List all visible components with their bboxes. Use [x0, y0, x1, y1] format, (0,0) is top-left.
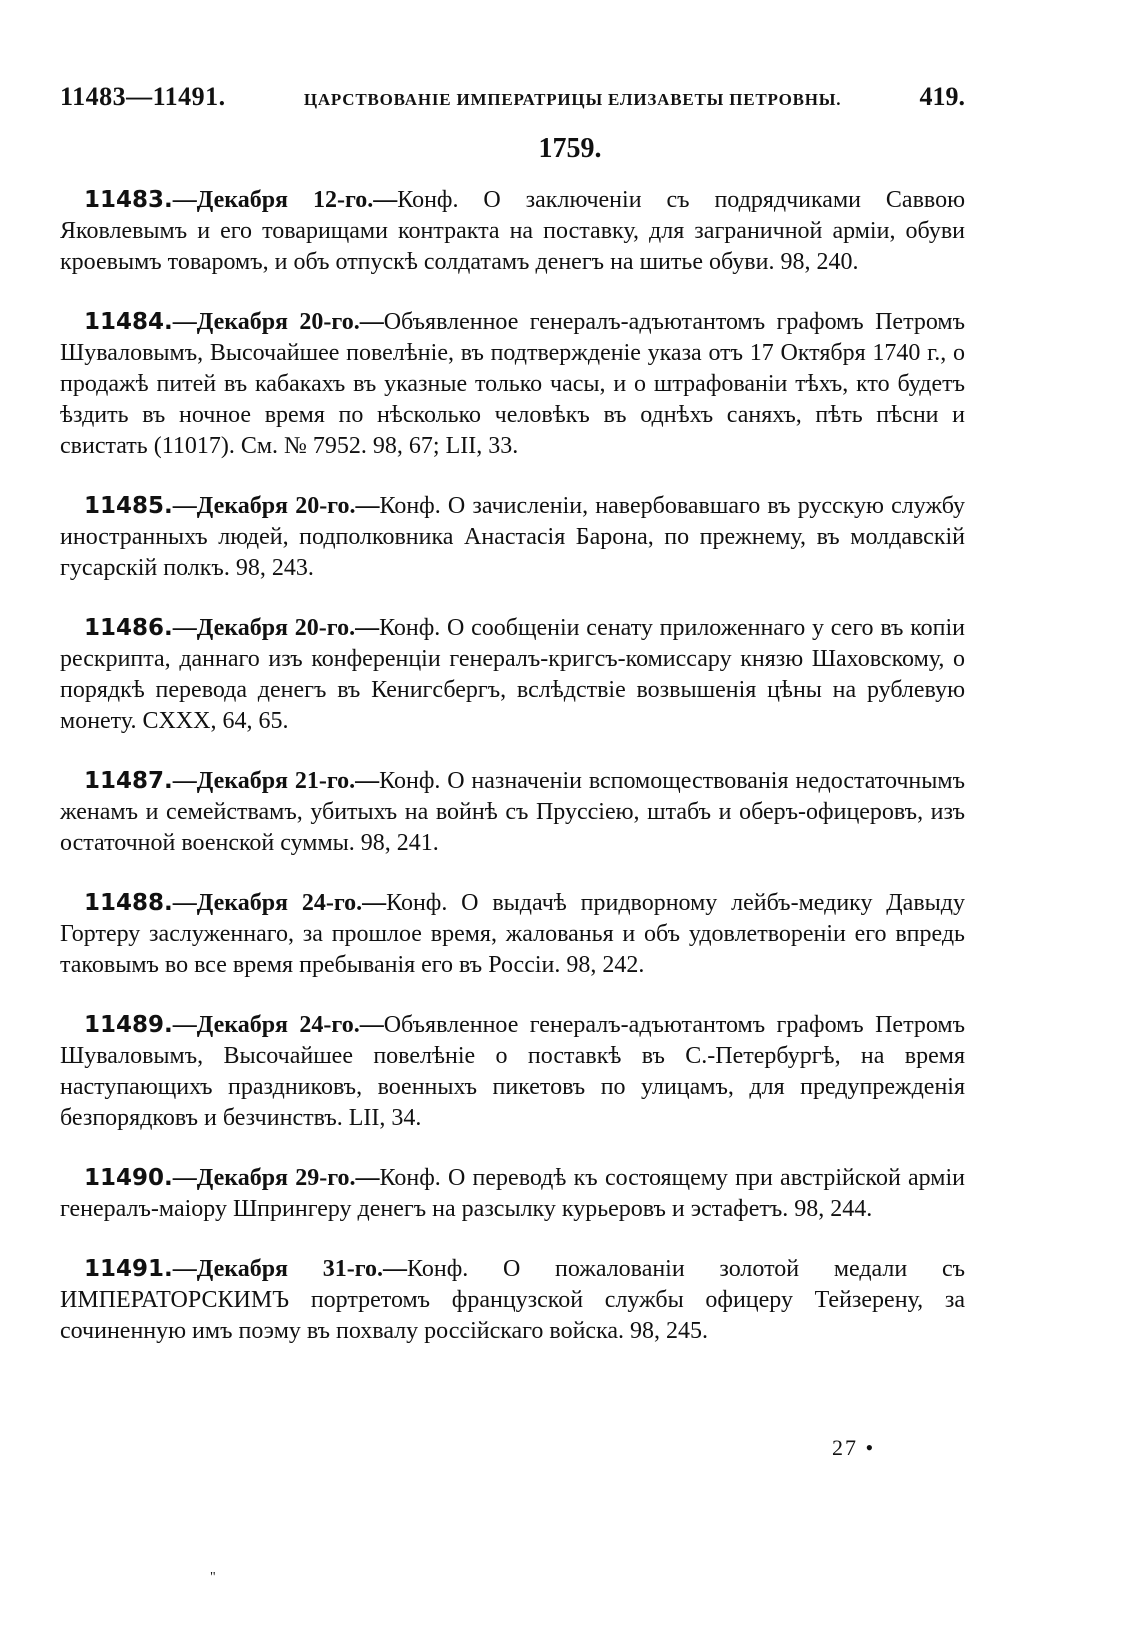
entry-text: О зачисленіи, навербовавшаго въ русскую службу иностранныхъ людей, подполковника Анастасія Барона, по прежнему, въ молдавскій гусарскій полкъ. 98, 243.	[60, 493, 966, 581]
entries-list	[60, 185, 965, 1376]
entry-text: Объявленное генералъ-адъютантомъ графомъ Петромъ Шуваловымъ, Высочайшее повелѣніе о поставкѣ въ С.-Петербургѣ, на время наступающихъ праздниковъ, военныхъ пикетовъ по улицамъ, для предупрежденія безпорядковъ и безчинствъ. LII, 34.	[60, 1012, 965, 1131]
entry-date: —Декабря 20-го.—	[172, 493, 380, 519]
entry-number: 11490.	[84, 1165, 173, 1191]
entry-source: Конф.	[397, 187, 459, 213]
entry-text: О выдачѣ придворному лейбъ-медику Давыду Гортеру заслуженнаго, за прошлое время, жалованья и объ удовлетвореніи его впредь таковымъ во все время пребыванія его въ Россіи. 98, 242.	[60, 890, 965, 978]
entry-number: 11486.	[84, 615, 173, 641]
entry-source: Конф.	[379, 615, 441, 641]
entry-text: О пожалованіи золотой медали съ ИМПЕРАТОРСКИМЪ портретомъ французской службы офицеру Тейзерену, за сочиненную имъ поэму въ похвалу россійскаго войска. 98, 245.	[60, 1256, 966, 1344]
entry-source: Конф.	[379, 493, 441, 519]
entry-number: 11485.	[84, 493, 173, 519]
entry-number: 11484.	[84, 309, 173, 335]
entry-11488	[60, 888, 965, 981]
stray-mark: "	[210, 1570, 216, 1585]
entry-number: 11483.	[84, 187, 173, 213]
entry-source: Конф.	[407, 1256, 469, 1282]
entry-date: —Декабря 12-го.—	[172, 187, 398, 213]
entry-11490	[60, 1163, 965, 1225]
year-heading: 1759.	[538, 133, 602, 164]
entry-number: 11491.	[84, 1256, 173, 1282]
entry-date: —Декабря 21-го.—	[172, 768, 380, 794]
entry-text: О назначеніи вспомоществованія недостаточнымъ женамъ и семействамъ, убитыхъ на войнѣ съ Пруссіею, штабъ и оберъ-офицеровъ, изъ остаточной военской суммы. 98, 241.	[60, 768, 965, 856]
entry-11491	[60, 1254, 965, 1347]
entry-number: 11487.	[84, 768, 173, 794]
entry-source: Конф.	[379, 768, 441, 794]
entry-11486	[60, 613, 965, 737]
entry-date: —Декабря 31-го.—	[172, 1256, 408, 1282]
entry-date: —Декабря 20-го.—	[172, 309, 384, 335]
entry-11487	[60, 766, 965, 859]
entry-11483	[60, 185, 965, 278]
page-number: 419.	[919, 82, 965, 111]
running-title: ЦАРСТВОВАНІЕ ИМПЕРАТРИЦЫ ЕЛИЗАВЕТЫ ПЕТРОВНЫ.	[303, 90, 842, 109]
entry-11485	[60, 491, 965, 584]
entry-date: —Декабря 24-го.—	[172, 890, 387, 916]
entry-text: Объявленное генералъ-адъютантомъ графомъ Петромъ Шуваловымъ, Высочайшее повелѣніе, въ подтвержденіе указа отъ 17 Октября 1740 г., о продажѣ питей въ кабакахъ въ указные только часы, и о штрафованіи тѣхъ, кто будетъ ѣздить въ ночное время по нѣсколько человѣкъ въ однѣхъ саняхъ, пѣть пѣсни и свистать (11017). См. № 7952. 98, 67; LII, 33.	[60, 309, 965, 459]
entry-text: О заключеніи съ подрядчиками Саввою Яковлевымъ и его товарищами контракта на поставку, для заграничной арміи, обуви кроевымъ товаромъ, и объ отпускѣ солдатамъ денегъ на шитье обуви. 98, 240.	[60, 187, 965, 275]
entry-source: Конф.	[386, 890, 448, 916]
signature-mark: 27 •	[832, 1435, 876, 1460]
entry-date: —Декабря 24-го.—	[172, 1012, 384, 1038]
entry-11484	[60, 307, 965, 462]
entry-number: 11489.	[84, 1012, 173, 1038]
running-head	[60, 82, 965, 122]
entry-range: 11483—11491.	[60, 82, 226, 111]
entry-source: Конф.	[379, 1165, 441, 1191]
entry-date: —Декабря 20-го.—	[172, 615, 380, 641]
entry-date: —Декабря 29-го.—	[172, 1165, 380, 1191]
entry-number: 11488.	[84, 890, 173, 916]
entry-text: О сообщеніи сенату приложеннаго у сего въ копіи рескрипта, даннаго изъ конференціи генералъ-кригсъ-комиссару князю Шаховскому, о порядкѣ перевода денегъ въ Кенигсбергъ, вслѣдствіе возвышенія цѣны на рублевую монету. CXXX, 64, 65.	[60, 615, 966, 734]
entry-text: О переводѣ къ состоящему при австрійской арміи генералъ-маіору Шпрингеру денегъ на разсылку курьеровъ и эстафетъ. 98, 244.	[60, 1165, 965, 1222]
entry-11489	[60, 1010, 965, 1134]
